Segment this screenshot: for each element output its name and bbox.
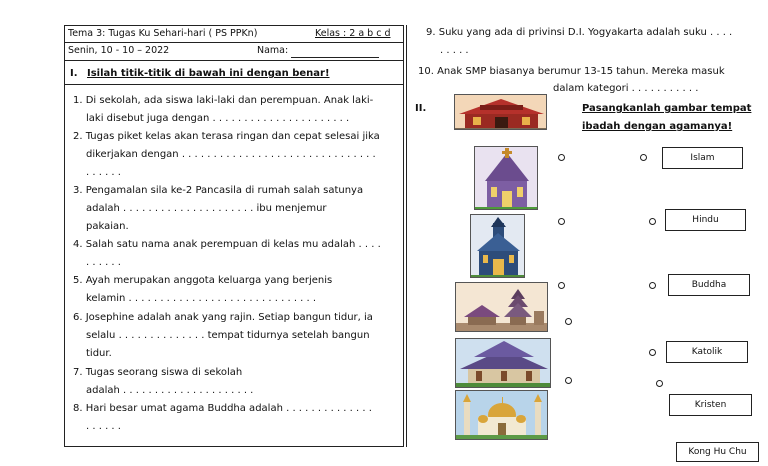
match-dot[interactable]	[649, 218, 656, 225]
q1-line2: laki disebut juga dengan . . . . . . . . . . . . . . . . . . . . . .	[86, 113, 350, 124]
name-blank-line	[291, 57, 379, 58]
religion-box-hindu[interactable]: Hindu	[665, 209, 746, 231]
date-label: Senin, 10 - 10 – 2022	[68, 45, 170, 56]
q7-line1: 7. Tugas seorang siswa di sekolah	[73, 367, 243, 378]
q7-line2: adalah . . . . . . . . . . . . . . . . . . . . .	[86, 385, 254, 396]
q8-line1: 8. Hari besar umat agama Buddha adalah . . . . . . . . . . . . . .	[73, 403, 372, 414]
q9-line1: 9. Suku yang ada di privinsi D.I. Yogyakarta adalah suku . . . .	[426, 27, 733, 38]
religion-box-buddha[interactable]: Buddha	[668, 274, 750, 296]
religion-box-kristen[interactable]: Kristen	[669, 394, 752, 416]
klenteng-picture	[454, 94, 547, 130]
tema-label: Tema 3: Tugas Ku Sehari-hari ( PS PPKn)	[68, 28, 258, 39]
q10-line1: 10. Anak SMP biasanya berumur 13-15 tahun. Mereka masuk	[418, 66, 725, 77]
q1-line1: 1. Di sekolah, ada siswa laki-laki dan perempuan. Anak laki-	[73, 95, 374, 106]
left-worksheet-panel	[64, 25, 404, 447]
religion-box-kong-hu-chu[interactable]: Kong Hu Chu	[676, 442, 759, 462]
section2-number: II.	[415, 103, 427, 114]
q2-line2: dikerjakan dengan . . . . . . . . . . . . . . . . . . . . . . . . . . . . . . .	[86, 149, 376, 160]
right-worksheet-panel	[406, 25, 763, 457]
match-dot[interactable]	[565, 377, 572, 384]
religion-box-islam[interactable]: Islam	[662, 147, 743, 169]
section1-title: Isilah titik-titik di bawah ini dengan benar!	[87, 68, 330, 79]
q4-line1: 4. Salah satu nama anak perempuan di kelas mu adalah . . . .	[73, 239, 381, 250]
q2-line3: . . . . . .	[86, 167, 121, 178]
q4-line2: . . . . . .	[86, 257, 121, 268]
kelas-label: Kelas : 2 a b c d	[315, 28, 391, 39]
match-dot[interactable]	[649, 282, 656, 289]
name-label: Nama:	[257, 45, 289, 56]
q3-line2: adalah . . . . . . . . . . . . . . . . . . . . . ibu menjemur	[86, 203, 327, 214]
section2-title-line2: ibadah dengan agamanya!	[582, 121, 733, 132]
match-dot[interactable]	[656, 380, 663, 387]
q5-line1: 5. Ayah merupakan anggota keluarga yang berjenis	[73, 275, 333, 286]
match-dot[interactable]	[558, 218, 565, 225]
q9-line2: . . . . .	[440, 45, 469, 56]
q2-line1: 2. Tugas piket kelas akan terasa ringan dan cepat selesai jika	[73, 131, 380, 142]
vihara-picture	[455, 338, 551, 388]
section2-title-line1: Pasangkanlah gambar tempat	[582, 103, 752, 114]
match-dot[interactable]	[640, 154, 647, 161]
q3-line3: pakaian.	[86, 221, 129, 232]
section1-number: I.	[70, 68, 78, 79]
q10-line2: dalam kategori . . . . . . . . . . .	[553, 83, 699, 94]
religion-box-katolik[interactable]: Katolik	[666, 341, 748, 363]
match-dot[interactable]	[649, 349, 656, 356]
mosque-picture	[455, 390, 548, 440]
q8-line2: . . . . . .	[86, 421, 121, 432]
match-dot[interactable]	[565, 318, 572, 325]
q6-line2: selalu . . . . . . . . . . . . . . tempat tidurnya setelah bangun	[86, 330, 370, 341]
purple-church-picture	[474, 146, 538, 210]
match-dot[interactable]	[558, 282, 565, 289]
q5-line2: kelamin . . . . . . . . . . . . . . . . . . . . . . . . . . . . . .	[86, 293, 317, 304]
blue-church-picture	[470, 214, 525, 278]
q6-line3: tidur.	[86, 348, 112, 359]
q3-line1: 3. Pengamalan sila ke-2 Pancasila di rumah salah satunya	[73, 185, 364, 196]
q6-line1: 6. Josephine adalah anak yang rajin. Setiap bangun tidur, ia	[73, 312, 373, 323]
match-dot[interactable]	[558, 154, 565, 161]
pura-picture	[455, 282, 548, 332]
